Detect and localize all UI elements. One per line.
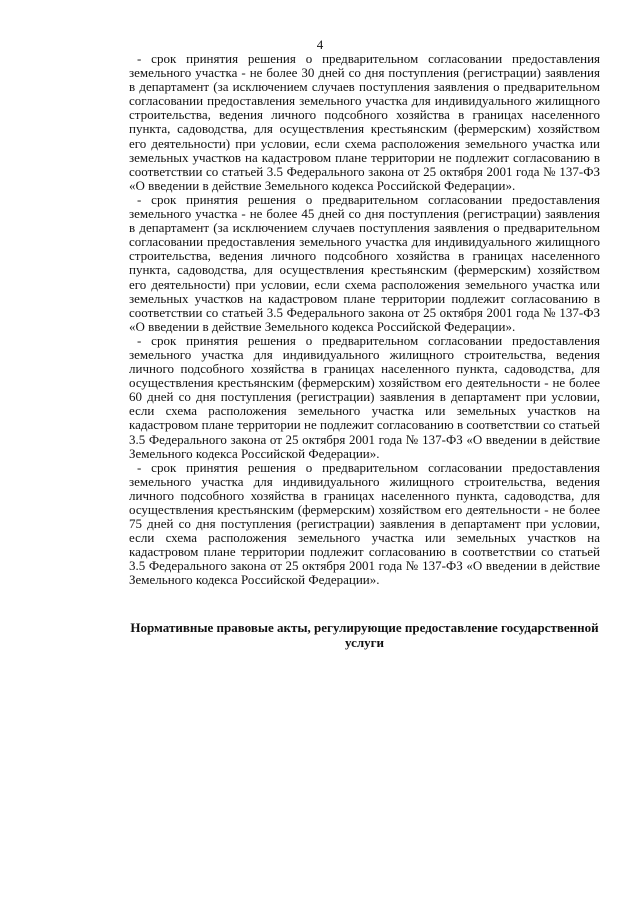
paragraph-term-60-days: - срок принятия решения о предварительном согласовании предоставления земельного участка для индивидуального жилищного строительства, ведения личного подсобного хозяйства в границах населенного пункта, садоводства, для осуществления крестьянским (фермерским) хозяйством его деятельности - не более 60 дней со дня поступления (регистрации) заявления в департамент при условии, если схема расположения земельного участка или земельных участков на кадастровом плане территории не подлежит согласованию в соответствии со статьей 3.5 Федерального закона от 25 октября 2001 года № 137-ФЗ «О введении в действие Земельного кодекса Российской Федерации». <box>129 332 600 461</box>
paragraph-term-75-days: - срок принятия решения о предварительном согласовании предоставления земельного участка для индивидуального жилищного строительства, ведения личного подсобного хозяйства в границах населенного пункта, садоводства, для осуществления крестьянским (фермерским) хозяйством его деятельности - не более 75 дней со дня поступления (регистрации) заявления в департамент при условии, если схема расположения земельного участка или земельных участков на кадастровом плане территории подлежит согласованию в соответствии со статьей 3.5 Федерального закона от 25 октября 2001 года № 137-ФЗ «О введении в действие Земельного кодекса Российской Федерации». <box>129 459 600 588</box>
paragraph-term-45-days: - срок принятия решения о предварительном согласовании предоставления земельного участка - не более 45 дней со дня поступления (регистрации) заявления в департамент (за исключением случаев поступления заявления о предварительном согласовании предоставления земельного участка для индивидуального жилищного строительства, ведения личного подсобного хозяйства в границах населенного пункта, садоводства, для осуществления крестьянским (фермерским) хозяйством его деятельности) при условии, если схема расположения земельного участка или земельных участков на кадастровом плане территории подлежит согласованию в соответствии со статьей 3.5 Федерального закона от 25 октября 2001 года № 137-ФЗ «О введении в действие Земельного кодекса Российской Федерации». <box>129 191 600 334</box>
section-heading: Нормативные правовые акты, регулирующие предоставление государственной услуги <box>130 619 599 650</box>
page-number: 4 <box>316 37 324 52</box>
document-body <box>129 52 600 650</box>
paragraph-term-30-days: - срок принятия решения о предварительном согласовании предоставления земельного участка - не более 30 дней со дня поступления (регистрации) заявления в департамент (за исключением случаев поступления заявления о предварительном согласовании предоставления земельного участка для индивидуального жилищного строительства, ведения личного подсобного хозяйства в границах населенного пункта, садоводства, для осуществления крестьянским (фермерским) хозяйством его деятельности) при условии, если схема расположения земельного участка или земельных участков на кадастровом плане территории не подлежит согласованию в соответствии со статьей 3.5 Федерального закона от 25 октября 2001 года № 137-ФЗ «О введении в действие Земельного кодекса Российской Федерации». <box>129 51 600 193</box>
